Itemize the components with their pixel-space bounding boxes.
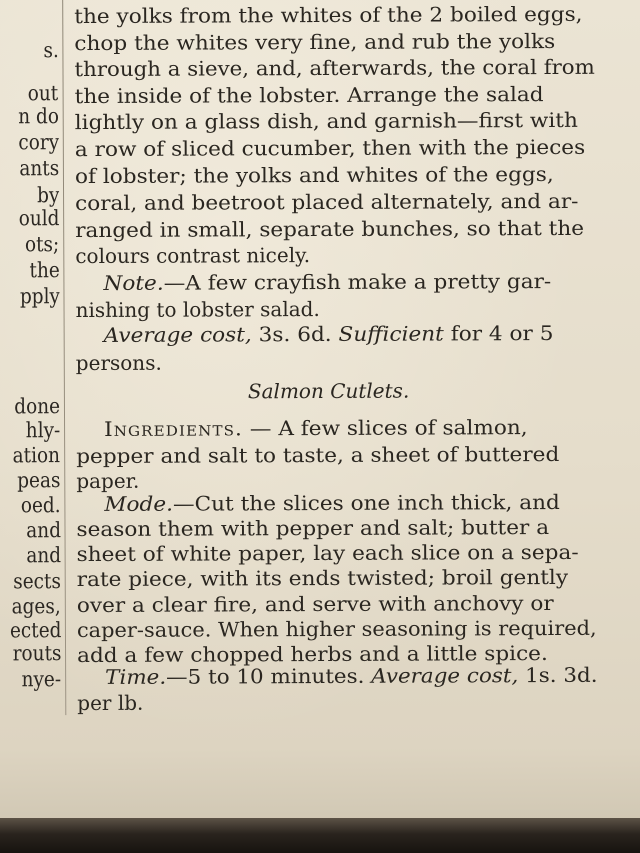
table-shadow <box>0 818 640 853</box>
left-fragment: the <box>29 258 60 283</box>
smallcaps-run: Ingredients. <box>104 416 244 441</box>
left-fragment: pply <box>19 284 60 309</box>
left-fragment: s. <box>42 38 59 63</box>
text-line: nishing to lobster salad. <box>75 296 320 323</box>
left-fragment: done <box>14 394 61 419</box>
text-line: a row of sliced cucumber, then with the pieces <box>74 134 586 162</box>
left-fragment: n do <box>17 104 59 129</box>
text-line: colours contrast nicely. <box>75 243 311 269</box>
text-line: sheet of white paper, lay each slice on a sepa- <box>76 539 579 567</box>
left-fragment: by <box>36 183 60 208</box>
italic-run: Salmon Cutlets. <box>247 378 410 404</box>
italic-run: Average cost, <box>371 663 519 688</box>
text-line: coral, and beetroot placed alternately, and ar- <box>75 188 579 216</box>
left-fragment: sects <box>12 569 61 594</box>
text-line: chop the whites very fine, and rub the yolks <box>74 28 556 56</box>
text-run: —Cut the slices one inch thick, and <box>172 489 560 516</box>
left-fragment: out <box>28 81 59 106</box>
left-fragment: oed. <box>20 493 61 518</box>
text-line: add a few chopped herbs and a little spice. <box>76 641 548 668</box>
left-column-cropped-text <box>0 0 62 817</box>
text-line: the inside of the lobster. Arrange the salad <box>74 82 544 109</box>
text-line: pepper and salt to taste, a sheet of buttered <box>76 441 560 469</box>
left-fragment: routs <box>12 641 62 666</box>
text-line <box>248 380 409 403</box>
left-fragment: and <box>25 518 61 543</box>
left-fragment: ould <box>18 206 60 231</box>
text-line <box>104 322 554 346</box>
text-line <box>104 491 560 515</box>
text-run: —A few crayfish make a pretty gar- <box>163 268 552 295</box>
text-run: 1s. 3d. <box>518 662 598 688</box>
text-run: for 4 or 5 <box>443 320 554 346</box>
italic-run: Time. <box>105 664 167 689</box>
text-line: per lb. <box>77 690 144 716</box>
column-divider <box>62 0 66 715</box>
left-fragment: nye- <box>21 667 62 692</box>
text-line: lightly on a glass dish, and garnish—first with <box>74 107 578 135</box>
italic-run: Average cost, <box>103 322 252 347</box>
left-fragment: ants <box>19 156 59 181</box>
right-column-text <box>74 0 618 817</box>
left-fragment: cory <box>18 130 59 155</box>
text-line <box>104 416 528 440</box>
left-fragment: hly- <box>25 418 61 443</box>
text-line <box>105 664 597 688</box>
text-line: through a sieve, and, afterwards, the coral from <box>74 54 595 82</box>
text-line: season them with pepper and salt; butter a <box>76 514 550 542</box>
italic-run: Mode. <box>104 491 174 516</box>
left-fragment: ected <box>9 618 61 643</box>
italic-run: Sufficient <box>338 321 444 346</box>
text-run: — A few slices of salmon, <box>242 415 528 441</box>
text-run: —5 to 10 minutes. <box>166 663 372 689</box>
text-line: persons. <box>75 350 162 376</box>
text-line: over a clear fire, and serve with anchovy or <box>76 590 554 618</box>
italic-run: Note. <box>103 270 164 295</box>
text-line: rate piece, with its ends twisted; broil gently <box>76 564 569 592</box>
left-fragment: and <box>25 543 61 568</box>
left-fragment: ages, <box>11 594 61 619</box>
text-line: the yolks from the whites of the 2 boiled eggs, <box>74 1 583 29</box>
left-fragment: ation <box>12 443 61 468</box>
text-line: ranged in small, separate bunches, so that the <box>75 215 585 243</box>
text-line <box>103 270 551 294</box>
text-line: caper-sauce. When higher seasoning is required, <box>76 615 597 643</box>
text-line: paper. <box>76 468 140 494</box>
text-line: of lobster; the yolks and whites of the eggs, <box>74 161 554 189</box>
left-fragment: ots; <box>24 232 60 257</box>
left-fragment: peas <box>16 468 61 493</box>
text-run: 3s. 6d. <box>251 321 339 347</box>
